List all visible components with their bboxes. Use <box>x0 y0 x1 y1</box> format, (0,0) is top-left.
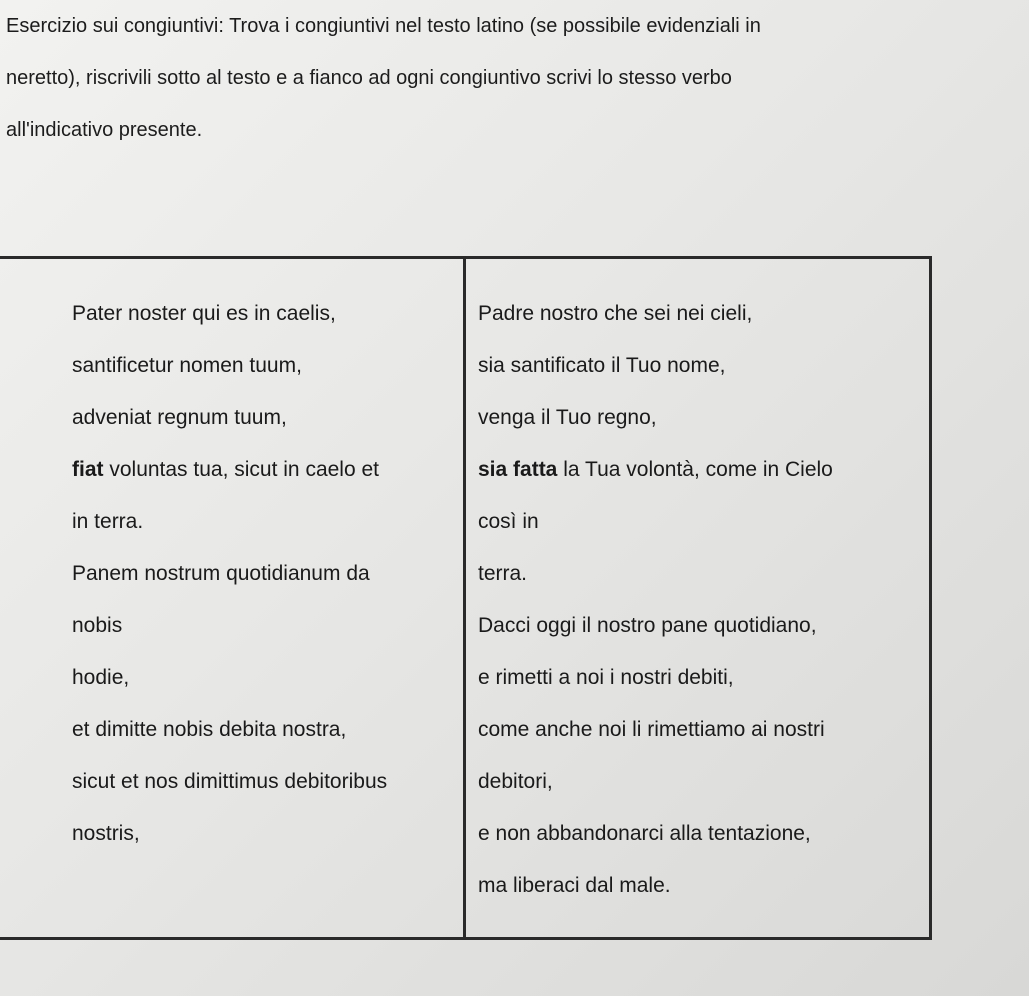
latin-line: hodie, <box>72 666 130 689</box>
italian-line: venga il Tuo regno, <box>478 406 657 429</box>
italian-line: e rimetti a noi i nostri debiti, <box>478 666 734 689</box>
instructions-line-3: all'indicativo presente. <box>6 119 203 141</box>
instructions-line-1: Esercizio sui congiuntivi: Trova i congiuntivi nel testo latino (se possibile evidenziali in <box>6 15 761 37</box>
italian-subjunctive-bold: sia fatta <box>478 458 558 481</box>
italian-line: debitori, <box>478 770 553 793</box>
italian-line: come anche noi li rimettiamo ai nostri <box>478 718 825 741</box>
exercise-instructions <box>6 0 1016 156</box>
latin-subjunctive-bold: fiat <box>72 458 104 481</box>
italian-line: terra. <box>478 562 528 585</box>
italian-line: Padre nostro che sei nei cieli, <box>478 302 753 325</box>
latin-line: santificetur nomen tuum, <box>72 354 302 377</box>
italian-line: ma liberaci dal male. <box>478 874 671 897</box>
italian-line-text: la Tua volontà, come in Cielo <box>563 458 833 481</box>
latin-line: et dimitte nobis debita nostra, <box>72 718 347 741</box>
latin-line-text: voluntas tua, sicut in caelo et <box>109 458 380 481</box>
latin-line: nobis <box>72 614 123 637</box>
latin-line: Pater noster qui es in caelis, <box>72 302 336 325</box>
latin-line: in terra. <box>72 510 144 533</box>
italian-line: sia santificato il Tuo nome, <box>478 354 726 377</box>
latin-line <box>72 457 379 483</box>
latin-line: Panem nostrum quotidianum da <box>72 562 370 585</box>
italian-line <box>478 457 833 483</box>
italian-line: così in <box>478 510 539 533</box>
column-divider <box>463 259 466 937</box>
latin-line: adveniat regnum tuum, <box>72 406 287 429</box>
italian-line: Dacci oggi il nostro pane quotidiano, <box>478 614 817 637</box>
exercise-table <box>0 256 932 940</box>
italian-line: e non abbandonarci alla tentazione, <box>478 822 811 845</box>
latin-line: sicut et nos dimittimus debitoribus <box>72 770 388 793</box>
instructions-line-2: neretto), riscrivili sotto al testo e a fianco ad ogni congiuntivo scrivi lo stesso verbo <box>6 67 732 89</box>
latin-line: nostris, <box>72 822 140 845</box>
